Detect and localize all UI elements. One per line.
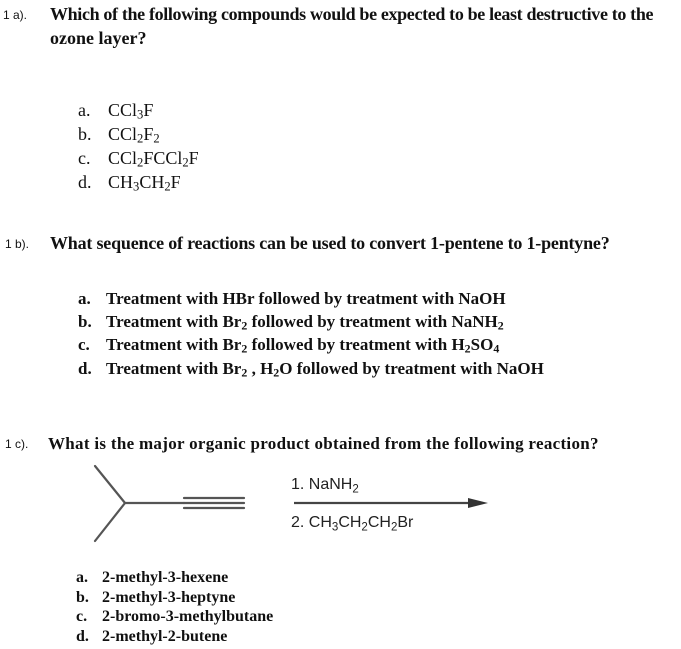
formula-subscript: 2 bbox=[273, 365, 280, 380]
question-1b-option-d[interactable] bbox=[78, 359, 544, 379]
formula-subscript: 2 bbox=[241, 341, 248, 356]
question-1c-option-a[interactable] bbox=[76, 568, 228, 588]
question-1c-number: 1 c). bbox=[5, 437, 29, 451]
question-1c-option-d[interactable] bbox=[76, 627, 227, 647]
option-label: b. bbox=[76, 589, 89, 606]
formula-subscript: 2 bbox=[164, 179, 171, 194]
formula-subscript: 2 bbox=[137, 131, 144, 146]
option-text: 2-methyl-2-butene bbox=[102, 628, 228, 645]
reactant-structure bbox=[95, 466, 244, 541]
question-1b-option-a[interactable] bbox=[78, 289, 506, 309]
reagent-subscript: 3 bbox=[331, 521, 339, 534]
option-text: followed by treatment with H bbox=[247, 335, 465, 354]
option-text: 2-methyl-3-heptyne bbox=[102, 589, 236, 606]
formula-subscript: 2 bbox=[464, 341, 471, 356]
option-label: c. bbox=[78, 335, 90, 354]
option-label: a. bbox=[76, 569, 88, 586]
option-label: d. bbox=[78, 172, 92, 192]
question-1c-option-b[interactable] bbox=[76, 588, 235, 608]
formula-subscript: 2 bbox=[137, 155, 144, 170]
formula-part: FCCl bbox=[143, 148, 183, 168]
reagent-subscript: 2 bbox=[352, 483, 359, 496]
option-text: Treatment with Br bbox=[106, 359, 242, 378]
formula-part: F bbox=[170, 172, 181, 192]
formula-part: CH bbox=[139, 172, 165, 192]
formula-part: CCl bbox=[108, 148, 138, 168]
option-label: b. bbox=[78, 312, 92, 331]
reagent-text: 2. CH bbox=[291, 514, 332, 531]
question-1a-option-c[interactable] bbox=[78, 148, 199, 168]
reagent-text: CH bbox=[338, 514, 362, 531]
formula-part: CCl bbox=[108, 124, 138, 144]
option-label: c. bbox=[78, 148, 91, 168]
reagent-text: Br bbox=[397, 514, 414, 531]
question-1a-option-b[interactable] bbox=[78, 124, 160, 144]
formula-part: F bbox=[188, 148, 199, 168]
methyl-bond-upper bbox=[95, 466, 125, 503]
option-text: Treatment with Br bbox=[106, 335, 242, 354]
option-label: d. bbox=[76, 628, 89, 645]
formula-subscript: 2 bbox=[182, 155, 189, 170]
option-text: followed by treatment with NaNH bbox=[247, 312, 498, 331]
reagent-step-1 bbox=[291, 476, 359, 494]
formula-subscript: 2 bbox=[153, 131, 160, 146]
option-label: a. bbox=[78, 289, 91, 308]
question-1c-option-c[interactable] bbox=[76, 607, 273, 627]
option-text: , H bbox=[247, 359, 274, 378]
reagent-step-2 bbox=[291, 514, 413, 532]
reagent-text: 1. NaNH bbox=[291, 476, 353, 493]
option-label: c. bbox=[76, 608, 88, 625]
option-text: Treatment with Br bbox=[106, 312, 242, 331]
question-1a-text-line1: Which of the following compounds would be expected to be least destructive to the bbox=[50, 4, 654, 24]
question-1c-text: What is the major organic product obtained from the following reaction? bbox=[48, 434, 599, 453]
option-text: 2-methyl-3-hexene bbox=[102, 569, 229, 586]
formula-part: CCl bbox=[108, 100, 138, 120]
arrow-head bbox=[468, 498, 488, 508]
formula-part: F bbox=[143, 124, 154, 144]
question-1b-number: 1 b). bbox=[5, 237, 30, 251]
reaction-arrow bbox=[294, 498, 488, 508]
question-1a-number: 1 a). bbox=[3, 8, 28, 22]
formula-part: F bbox=[143, 100, 154, 120]
question-1b-option-b[interactable] bbox=[78, 312, 504, 332]
question-1a-option-a[interactable] bbox=[78, 100, 153, 120]
formula-subscript: 4 bbox=[493, 341, 500, 356]
formula-part: CH bbox=[108, 172, 134, 192]
question-1b-option-c[interactable] bbox=[78, 335, 499, 355]
question-1a-text-line2: ozone layer? bbox=[50, 28, 147, 48]
formula-subscript: 2 bbox=[241, 318, 248, 333]
question-1a-option-d[interactable] bbox=[78, 172, 181, 192]
formula-subscript: 3 bbox=[133, 179, 140, 194]
option-text: Treatment with HBr followed by treatment with NaOH bbox=[106, 289, 506, 308]
formula-subscript: 2 bbox=[497, 318, 504, 333]
methyl-bond-lower bbox=[95, 503, 125, 541]
option-label: a. bbox=[78, 100, 91, 120]
option-text: SO bbox=[470, 335, 494, 354]
reagent-subscript: 2 bbox=[390, 521, 398, 534]
reagent-text: CH bbox=[367, 514, 391, 531]
formula-subscript: 2 bbox=[241, 365, 248, 380]
option-label: d. bbox=[78, 359, 92, 378]
reagent-subscript: 2 bbox=[361, 521, 368, 534]
option-text: O followed by treatment with NaOH bbox=[279, 359, 544, 378]
question-1b-text: What sequence of reactions can be used to convert 1-pentene to 1-pentyne? bbox=[50, 233, 610, 253]
formula-subscript: 3 bbox=[137, 107, 144, 122]
option-text: 2-bromo-3-methylbutane bbox=[102, 608, 274, 625]
option-label: b. bbox=[78, 124, 92, 144]
